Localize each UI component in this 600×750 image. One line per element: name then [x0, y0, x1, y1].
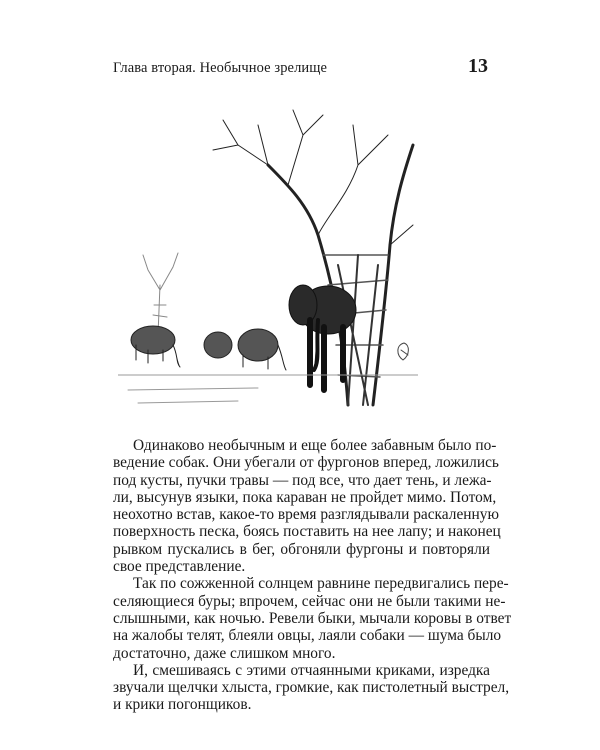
text-line: свое представление. [113, 558, 246, 576]
text-line: И, смешиваясь с этими отчаянными криками, изредка [133, 661, 490, 679]
text-line: Так по сожженной солнцем равнине передвигались пере- [133, 575, 509, 593]
text-line: на жалобы телят, блеяли овцы, лаяли собаки — шума было [113, 627, 502, 645]
body-text [113, 437, 512, 714]
paragraph [113, 661, 510, 714]
text-line: Одинаково необычным и еще более забавным было по- [133, 437, 497, 454]
text-line: поверхность песка, боясь поставить на нее лапу; и наконец [113, 523, 501, 541]
lead-elephant [289, 285, 356, 390]
paragraph [113, 575, 512, 662]
paragraph [113, 437, 501, 576]
illustration-elephants-baobab [118, 105, 418, 415]
text-line: неохотно встав, какое-то время разглядывали раскаленную [113, 506, 499, 524]
text-line: и крики погонщиков. [113, 696, 252, 714]
text-line: под кусты, пучки травы — под все, что дает тень, и лежа- [113, 471, 492, 489]
text-line: звучали щелчки хлыста, громкие, как пистолетный выстрел, [113, 679, 510, 697]
page-number: 13 [468, 55, 488, 77]
text-line: достаточно, даже слишком много. [113, 644, 336, 662]
text-line: ли, высунув языки, пока караван не пройдет мимо. Потом, [113, 488, 497, 506]
elephant-herd [131, 326, 286, 370]
text-line: слышными, как ночью. Ревели быки, мычали коровы в ответ [113, 609, 512, 627]
text-line: селяющиеся буры; впрочем, сейчас они не были такими не- [113, 592, 506, 610]
text-line: рывком пускались в бег, обгоняли фургоны и повторяли [113, 540, 490, 558]
artist-signature [398, 343, 409, 360]
running-head-chapter-title: Глава вторая. Необычное зрелище [113, 60, 328, 76]
text-line: ведение собак. Они убегали от фургонов вперед, ложились [113, 454, 499, 472]
distant-tree [143, 253, 178, 335]
